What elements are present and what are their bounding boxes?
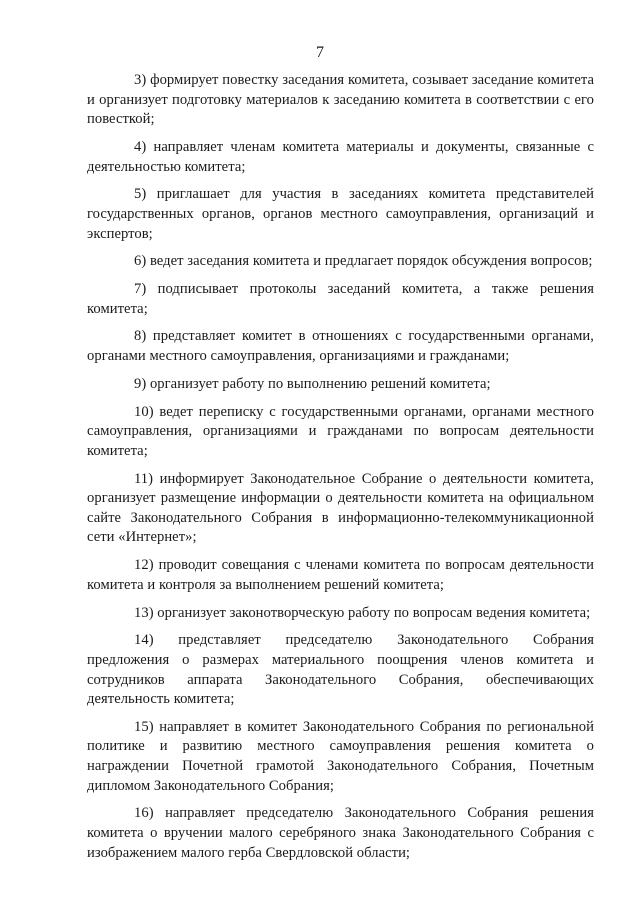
list-item: 13) организует законотворческую работу по вопросам ведения комитета; bbox=[134, 604, 591, 621]
list-item: 3) формирует повестку заседания комитета, созывает заседание комитета и организует подготовку материалов к заседанию комитета в соответствии с его повесткой; bbox=[87, 72, 594, 128]
list-item: 6) ведет заседания комитета и предлагает порядок обсуждения вопросов; bbox=[134, 253, 593, 270]
list-item: 11) информирует Законодательное Собрание о деятельности комитета, организует размещение информации о деятельности комитета на официальном сайте Законодательного Собрания в информационно-телекоммуникационной сети «Интернет»; bbox=[87, 470, 594, 546]
list-item: 14) представляет председателю Законодательного Собрания предложения о размерах материального поощрения членов комитета и сотрудников аппарата Законодательного Собрания, обеспечивающих деятельность комитета; bbox=[87, 632, 594, 708]
list-item: 7) подписывает протоколы заседаний комитета, а также решения комитета; bbox=[87, 281, 594, 317]
list-item: 10) ведет переписку с государственными органами, органами местного самоуправления, организациями и гражданами по вопросам деятельности комитета; bbox=[87, 403, 594, 459]
page-number: 7 bbox=[316, 44, 324, 61]
list-item: 8) представляет комитет в отношениях с государственными органами, органами местного самоуправления, организациями и гражданами; bbox=[87, 328, 594, 365]
document-body bbox=[87, 71, 594, 871]
list-item: 16) направляет председателю Законодательного Собрания решения комитета о вручении малого серебряного знака Законодательного Собрания с изображением малого герба Свердловской области; bbox=[87, 805, 594, 861]
list-item: 12) проводит совещания с членами комитета по вопросам деятельности комитета и контроля за выполнением решений комитета; bbox=[87, 557, 594, 593]
list-item: 5) приглашает для участия в заседаниях комитета представителей государственных органов, органов местного самоуправления, организаций и экспертов; bbox=[87, 186, 594, 242]
list-item: 9) организует работу по выполнению решений комитета; bbox=[134, 375, 491, 392]
list-item: 4) направляет членам комитета материалы и документы, связанные с деятельностью комитета; bbox=[87, 138, 594, 175]
list-item: 15) направляет в комитет Законодательного Собрания по региональной политике и развитию местного самоуправления решения комитета о награждении Почетной грамотой Законодательного Собрания, Почетным дипломом Законодательного Собрания; bbox=[87, 718, 594, 794]
